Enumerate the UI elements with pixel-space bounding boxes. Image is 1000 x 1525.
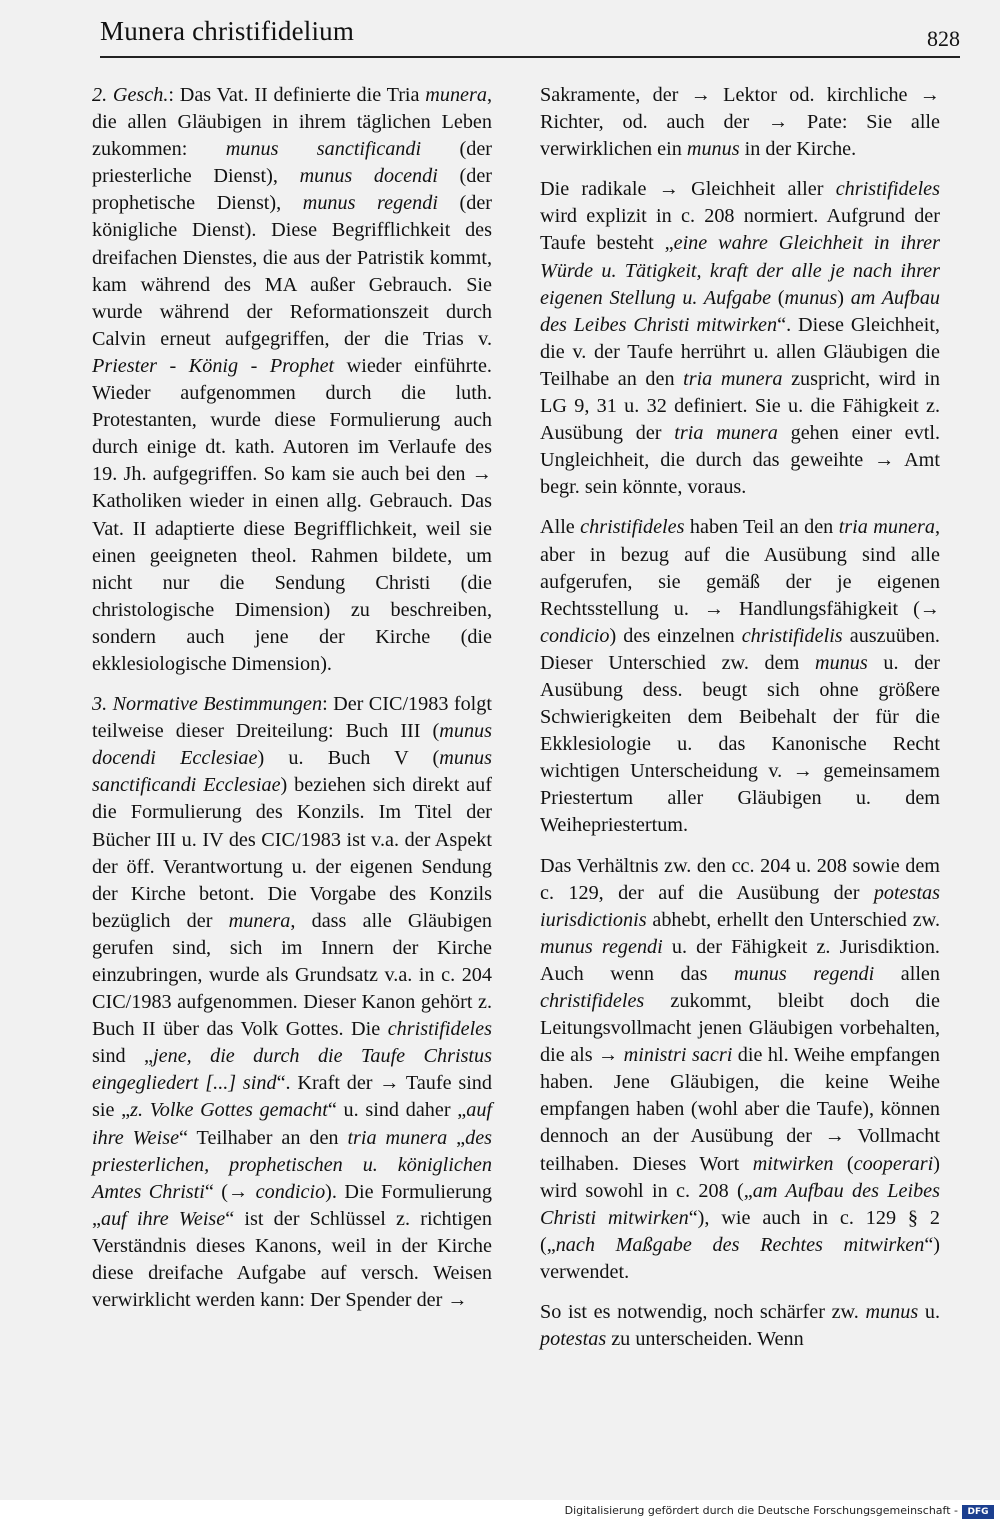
italic-term: am Aufbau des Leibes Christi mitwirken	[540, 286, 941, 336]
text-run: “ u. sind daher „	[327, 1099, 467, 1122]
text-run: zukommt, bleibt doch die Leitungsvollmacht jenen Gläubigen vorbehalten, die als →	[540, 990, 940, 1067]
italic-term: ministri sacri	[623, 1044, 733, 1067]
text-run: Alle	[540, 516, 581, 539]
text-run: Die radikale → Gleichheit aller	[540, 178, 836, 201]
text-run: abhebt, erhellt den Unterschied zw.	[646, 908, 940, 931]
italic-term: munera	[425, 84, 487, 106]
italic-term: munus regendi	[302, 192, 438, 215]
text-run: , dass alle Gläubigen gerufen sind, sich im Innern der Kirche einzubringen, wurde als Grundsatz v.a. in c. 204 CIC/1983 aufgenommen. Dieser Kanon gehört z. Buch II über das Volk Gottes. Die	[92, 909, 492, 1041]
italic-term: am Aufbau des Leibes Christi mitwirken	[540, 1179, 940, 1229]
text-run: ) beziehen sich direkt auf die Formulierung des Konzils. Im Titel der Bücher III u. IV des CIC/1983 ist v.a. der Aspekt der öff. Verantwortung u. der eigenen Sendung der Kirche betont. Die Vorgabe des Konzils bezüglich der	[92, 774, 492, 932]
text-run: (	[833, 1152, 854, 1175]
right-column	[540, 82, 940, 1366]
text-run: Sakramente, der → Lektor od. kirchliche → Richter, od. auch der → Pate: Sie alle verwirklichen ein	[540, 84, 940, 161]
page-header	[100, 10, 960, 58]
running-title: Munera christifidelium	[100, 16, 355, 46]
italic-term: z. Volke Gottes gemacht	[130, 1099, 328, 1122]
text-run: sind „	[92, 1045, 154, 1068]
text-run: “ Teilhaber an den	[179, 1126, 348, 1149]
paragraph-normative	[92, 691, 492, 1314]
text-run: “ (→	[204, 1180, 256, 1203]
italic-term: munus	[784, 286, 838, 309]
left-column	[92, 82, 492, 1327]
italic-term: Priester - König - Prophet	[92, 354, 335, 377]
text-run: (der königliche Dienst). Diese Begrifflichkeit des dreifachen Dienstes, die aus der Patristik kommt, kam während des MA außer Gebrauch. Sie wurde während der Reformationszeit durch Calvin erneut aufgegriffen, der die Trias v.	[92, 192, 493, 350]
italic-term: auf ihre Weise	[100, 1207, 226, 1230]
page-number: 828	[927, 26, 960, 51]
italic-term: christifidelis	[741, 624, 843, 647]
italic-term: christifideles	[835, 178, 940, 201]
text-run: u. der Ausübung dess. beugt sich ohne größere Schwierigkeiten dem Beibehalt der für die Ekklesiologie u. das Kanonische Recht wichtigen Unterscheidung v. → gemeinsamem Priestertum aller Gläubigen u. dem Weihepriestertum.	[540, 651, 940, 837]
italic-term: mitwirken	[752, 1152, 834, 1175]
italic-term: nach Maßgabe des Rechtes mitwirken	[555, 1233, 925, 1256]
italic-term: potestas	[540, 1328, 607, 1351]
text-run: Das Verhältnis zw. den cc. 204 u. 208 sowie dem c. 129, der auf die Ausübung der	[540, 854, 940, 904]
italic-term: condicio	[540, 624, 610, 647]
italic-term: eine wahre Gleichheit in ihrer Würde u. Tätigkeit, kraft der alle je nach ihrer eigenen Stellung u. Aufgabe	[540, 232, 940, 309]
text-run: ). Die Formulierung „	[92, 1180, 492, 1230]
italic-term: christifideles	[580, 516, 685, 539]
italic-term: christifideles	[540, 990, 645, 1012]
text-run: „	[447, 1126, 466, 1149]
italic-term: tria munera	[838, 516, 935, 539]
text-run: , aber in bezug auf die Ausübung sind alle aufgerufen, sie gemäß der je eigenen Rechtsstellung u. → Handlungsfähigkeit (→	[540, 516, 940, 620]
text-run: u.	[918, 1301, 941, 1324]
italic-term: munus regendi	[540, 935, 663, 958]
digitization-footer	[0, 1500, 1000, 1525]
text-run: ) u. Buch V (	[257, 747, 440, 770]
italic-term: 2. Gesch.	[92, 84, 169, 106]
italic-term: munus regendi	[734, 962, 875, 985]
italic-term: tria munera	[674, 422, 778, 445]
italic-term: munera	[228, 909, 291, 932]
italic-term: 3. Normative Bestimmungen	[92, 693, 323, 716]
text-run: zuspricht, wird in LG 9, 31 u. 32 definiert. Sie u. die Fähigkeit z. Ausübung der	[540, 367, 940, 445]
text-run: allen	[874, 962, 940, 985]
paragraph-relation	[540, 853, 940, 1287]
text-run: “), wie auch in c. 129 § 2 („	[540, 1206, 940, 1256]
text-run: So ist es notwendig, noch schärfer zw.	[540, 1301, 866, 1324]
italic-term: jene, die durch die Taufe Christus eingegliedert [...] sind	[92, 1045, 492, 1095]
italic-term: munus docendi Ecclesiae	[92, 720, 492, 770]
paragraph-distinction	[540, 1299, 940, 1353]
text-run: “. Diese Gleichheit, die v. der Taufe herrührt u. allen Gläubigen die Teilhabe an den	[540, 313, 940, 390]
italic-term: tria munera	[683, 367, 783, 390]
text-run: gehen einer evtl. Ungleichheit, die durch das geweihte → Amt begr. sein könnte, voraus.	[540, 422, 940, 499]
text-run: die hl. Weihe empfangen haben. Jene Gläubigen, die keine Weihe empfangen haben (wohl aber die Taufe), können dennoch an der Ausübung der → Vollmacht teilhaben. Dieses Wort	[540, 1044, 940, 1175]
italic-term: munus	[865, 1301, 919, 1324]
paragraph-continuation	[540, 82, 940, 163]
text-run: (	[771, 286, 785, 309]
text-run: ) wird sowohl in c. 208 („	[540, 1152, 940, 1202]
paragraph-history	[92, 82, 492, 678]
funding-note: Digitalisierung gefördert durch die Deutsche Forschungsgemeinschaft -	[564, 1504, 958, 1517]
text-run: auszuüben. Dieser Unterschied zw. dem	[540, 624, 940, 674]
text-run: u. der Fähigkeit z. Jurisdiktion. Auch wenn das	[540, 935, 940, 985]
italic-term: tria munera	[347, 1126, 448, 1149]
text-run: wird explizit in c. 208 normiert. Aufgrund der Taufe besteht „	[540, 205, 940, 255]
italic-term: munus sanctificandi	[225, 138, 422, 161]
text-run: , die allen Gläubigen in ihrem täglichen Leben zukommen:	[92, 84, 492, 161]
text-run: : Das Vat. II definierte die Tria	[168, 84, 426, 106]
text-run: (der prophetische Dienst),	[92, 165, 492, 215]
italic-term: cooperari	[853, 1152, 934, 1175]
text-run: wieder einführte. Wieder aufgenommen durch die luth. Protestanten, wurde diese Formulierung auch durch einige dt. kath. Autoren im Verlaufe des 19. Jh. aufgegriffen. So kam sie auch bei den → Katholiken wieder in einen allg. Gebrauch. Das Vat. II adaptierte diese Begrifflichkeit, weil sie einen geeigneten theol. Rahmen bildete, um nicht nur die Sendung Christi (die christologische Dimension) zu beschreiben, sondern auch jene der Kirche (die ekklesiologische Dimension).	[92, 354, 492, 675]
italic-term: auf ihre Weise	[92, 1099, 493, 1149]
italic-term: munus sanctificandi Ecclesiae	[92, 747, 492, 797]
dfg-logo: DFG	[962, 1505, 994, 1519]
paragraph-participation	[540, 514, 940, 839]
text-run: ) des einzelnen	[609, 624, 742, 647]
text-run: “. Kraft der → Taufe sind sie „	[92, 1072, 492, 1122]
text-run: zu unterscheiden. Wenn	[606, 1328, 804, 1351]
italic-term: condicio	[255, 1180, 326, 1203]
italic-term: munus	[686, 138, 740, 161]
text-run: (der priesterliche Dienst),	[92, 138, 492, 188]
text-run: : Der CIC/1983 folgt teilweise dieser Dreiteilung: Buch III (	[92, 693, 492, 743]
text-run: haben Teil an den	[684, 516, 839, 539]
text-run: )	[837, 286, 851, 309]
italic-term: munus	[814, 651, 868, 674]
text-run: in der Kirche.	[739, 138, 857, 161]
italic-term: munus docendi	[299, 165, 438, 188]
text-run: “ ist der Schlüssel z. richtigen Verständnis dieses Kanons, weil in der Kirche diese dreifache Aufgabe auf versch. Weisen verwirklicht werden kann: Der Spender der →	[92, 1207, 492, 1312]
italic-term: potestas iurisdictionis	[540, 881, 940, 931]
paragraph-equality	[540, 176, 940, 501]
italic-term: christifideles	[387, 1018, 492, 1041]
text-run: “) verwendet.	[540, 1233, 940, 1283]
italic-term: des priesterlichen, prophetischen u. königlichen Amtes Christi	[92, 1126, 493, 1203]
